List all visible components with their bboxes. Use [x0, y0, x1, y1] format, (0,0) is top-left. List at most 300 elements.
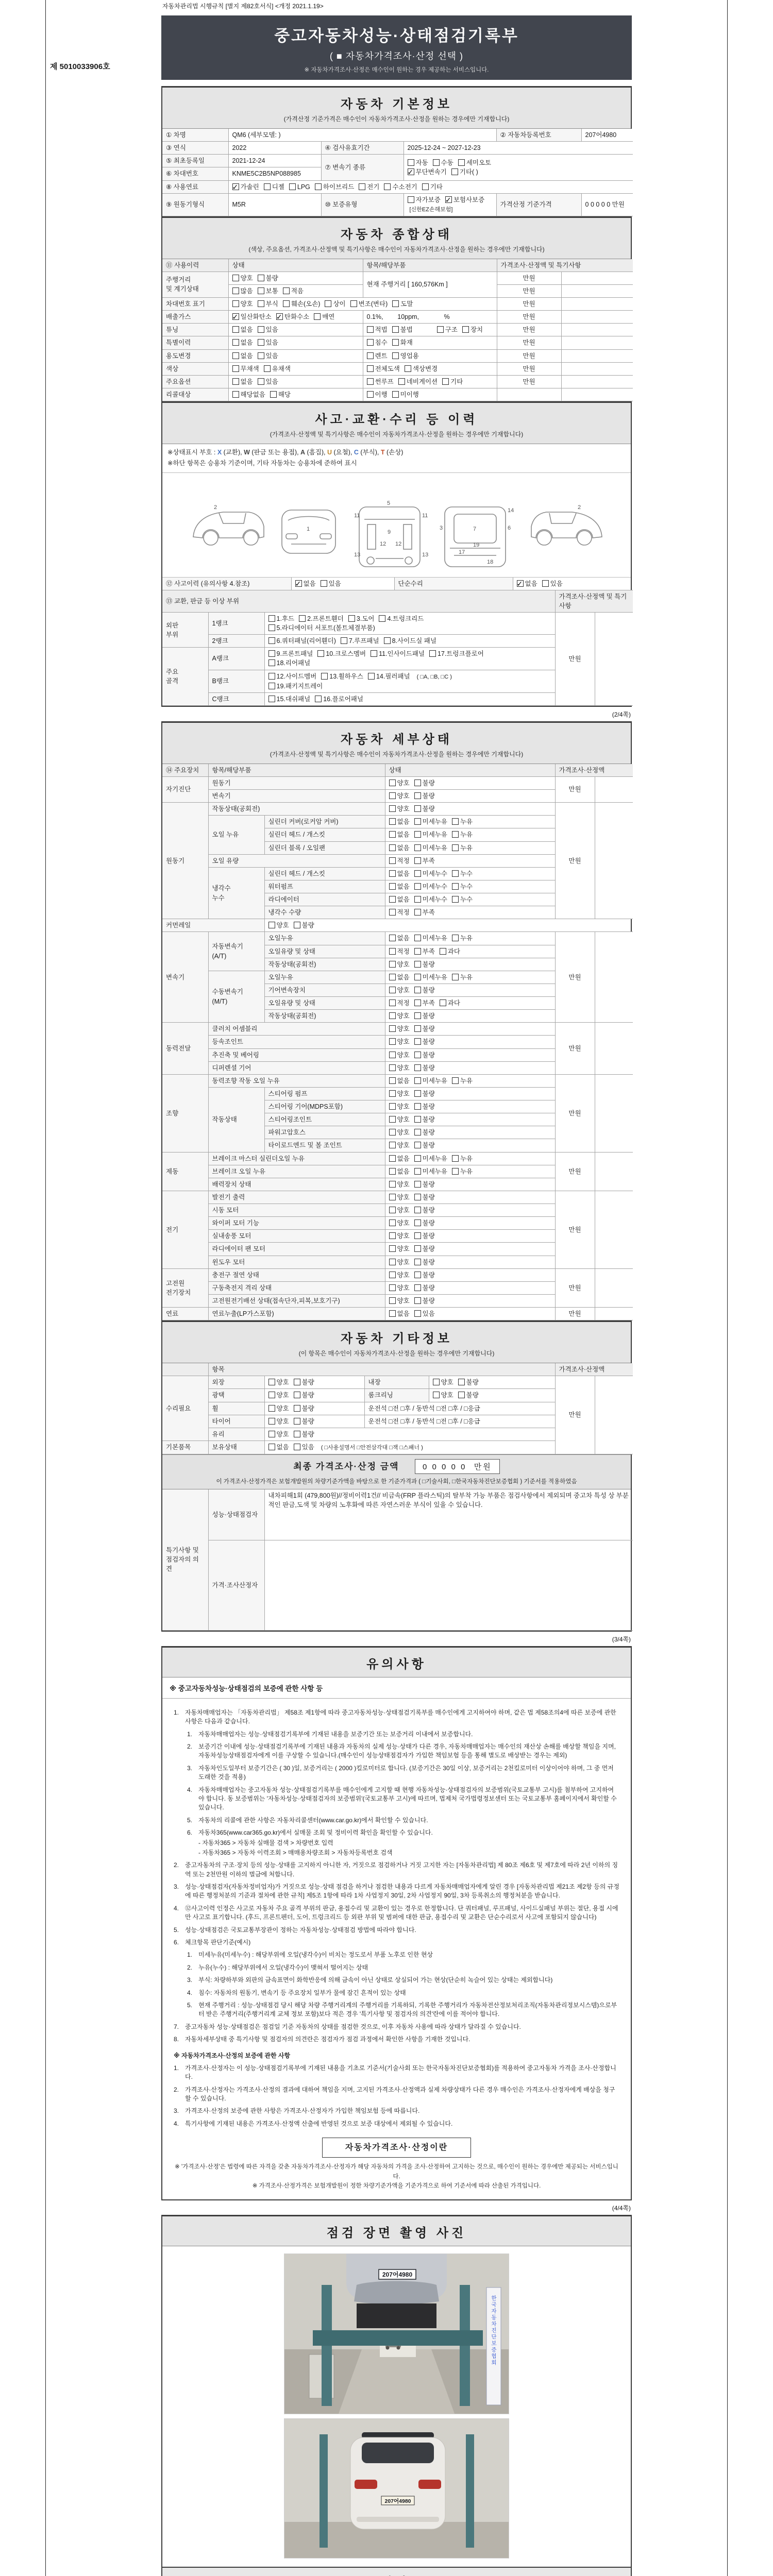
checkbox[interactable] [414, 999, 421, 1006]
checkbox-option[interactable] [295, 579, 316, 588]
checkbox-option[interactable] [268, 1417, 289, 1426]
checkbox[interactable] [405, 365, 411, 372]
checkbox[interactable] [232, 287, 239, 294]
checkbox-option[interactable] [452, 817, 473, 826]
checkbox[interactable] [268, 1431, 275, 1437]
checkbox[interactable] [270, 391, 277, 398]
checkbox-option[interactable] [452, 934, 473, 943]
checked-checkbox[interactable] [232, 313, 239, 320]
checkbox-option[interactable] [389, 1309, 410, 1318]
checkbox-option[interactable] [389, 804, 410, 814]
checkbox[interactable] [389, 1310, 396, 1317]
checkbox[interactable] [389, 1077, 396, 1084]
checkbox-option[interactable] [389, 856, 410, 866]
checkbox[interactable] [392, 300, 399, 307]
checkbox-option[interactable] [389, 973, 410, 982]
checkbox[interactable] [458, 1379, 465, 1385]
checkbox-option[interactable] [389, 1141, 410, 1150]
checkbox[interactable] [389, 987, 396, 993]
checkbox[interactable] [414, 1103, 421, 1110]
checkbox[interactable] [264, 183, 271, 190]
checkbox-option[interactable] [283, 299, 321, 309]
checkbox[interactable] [389, 1272, 396, 1278]
checkbox[interactable] [389, 1297, 396, 1304]
checkbox[interactable] [232, 378, 239, 385]
checkbox-option[interactable] [389, 1244, 410, 1253]
checkbox-option[interactable] [414, 1024, 435, 1033]
checkbox-option[interactable] [392, 338, 413, 347]
checkbox[interactable] [452, 974, 459, 980]
checkbox[interactable] [408, 196, 414, 203]
checked-checkbox[interactable] [445, 196, 452, 203]
checkbox[interactable] [367, 378, 374, 385]
checkbox[interactable] [392, 352, 399, 359]
checkbox[interactable] [258, 352, 264, 359]
checkbox[interactable] [268, 624, 275, 631]
checkbox[interactable] [268, 1379, 275, 1385]
checkbox-option[interactable] [367, 364, 400, 374]
checkbox[interactable] [452, 870, 459, 877]
checkbox[interactable] [359, 183, 365, 190]
checkbox[interactable] [232, 339, 239, 346]
checkbox-option[interactable] [294, 1430, 314, 1439]
checkbox-option[interactable] [414, 778, 435, 788]
checkbox[interactable] [414, 1284, 421, 1291]
checkbox[interactable] [264, 365, 271, 372]
checkbox[interactable] [268, 673, 275, 680]
checkbox[interactable] [283, 287, 290, 294]
checkbox-option[interactable] [405, 364, 438, 374]
checkbox[interactable] [452, 896, 459, 903]
checkbox-option[interactable] [414, 1218, 435, 1228]
checkbox-option[interactable] [232, 274, 253, 283]
checkbox-option[interactable] [258, 286, 278, 296]
checkbox-option[interactable] [294, 1378, 314, 1387]
checkbox-option[interactable] [389, 869, 410, 878]
checkbox[interactable] [414, 948, 421, 955]
checkbox-option[interactable] [258, 299, 278, 309]
checkbox-option[interactable] [414, 1167, 447, 1176]
checkbox[interactable] [389, 857, 396, 864]
checkbox-option[interactable] [367, 338, 388, 347]
checkbox-option[interactable] [294, 1443, 314, 1452]
checkbox-option[interactable] [268, 1378, 289, 1387]
checkbox-option[interactable] [321, 579, 341, 588]
checkbox[interactable] [299, 615, 306, 622]
checkbox-option[interactable] [268, 649, 313, 658]
checkbox[interactable] [452, 1155, 459, 1162]
checkbox[interactable] [341, 637, 347, 644]
checkbox-option[interactable] [264, 364, 291, 374]
checkbox[interactable] [389, 909, 396, 916]
checkbox-option[interactable] [452, 973, 473, 982]
checkbox[interactable] [268, 1418, 275, 1425]
checkbox[interactable] [294, 922, 300, 928]
checkbox-option[interactable] [268, 636, 336, 646]
checkbox-option[interactable] [414, 856, 435, 866]
checkbox-option[interactable] [389, 1258, 410, 1267]
checkbox[interactable] [315, 696, 322, 702]
checkbox[interactable] [414, 818, 421, 825]
checkbox[interactable] [232, 391, 239, 398]
checkbox[interactable] [414, 935, 421, 941]
checkbox[interactable] [389, 1025, 396, 1032]
checkbox-option[interactable] [389, 1102, 410, 1111]
checkbox-option[interactable] [294, 921, 314, 930]
checkbox-option[interactable] [414, 973, 447, 982]
checkbox-option[interactable] [392, 299, 413, 309]
checkbox[interactable] [414, 1064, 421, 1071]
checkbox-option[interactable] [389, 1076, 410, 1086]
checkbox[interactable] [371, 650, 377, 657]
checkbox-option[interactable] [294, 1391, 314, 1400]
checkbox-option[interactable] [389, 1167, 410, 1176]
checkbox-option[interactable] [408, 167, 447, 177]
checkbox[interactable] [389, 999, 396, 1006]
checkbox[interactable] [389, 844, 396, 851]
checkbox[interactable] [367, 339, 374, 346]
checkbox-option[interactable] [367, 351, 388, 361]
checkbox-option[interactable] [414, 830, 447, 839]
checkbox[interactable] [414, 857, 421, 864]
checkbox-option[interactable] [276, 312, 309, 321]
checkbox[interactable] [258, 378, 264, 385]
checkbox[interactable] [232, 275, 239, 281]
checkbox-option[interactable] [414, 804, 435, 814]
checkbox[interactable] [268, 615, 275, 622]
checkbox-option[interactable] [408, 158, 428, 167]
checkbox[interactable] [367, 391, 374, 398]
checkbox[interactable] [232, 352, 239, 359]
checkbox[interactable] [389, 818, 396, 825]
checkbox[interactable] [289, 183, 296, 190]
checkbox-option[interactable] [268, 1430, 289, 1439]
checkbox[interactable] [414, 883, 421, 890]
checkbox[interactable] [414, 1142, 421, 1148]
checkbox-option[interactable] [367, 377, 394, 386]
checkbox[interactable] [389, 1168, 396, 1175]
checkbox[interactable] [350, 300, 357, 307]
checkbox[interactable] [389, 1207, 396, 1213]
checkbox-option[interactable] [389, 817, 410, 826]
checkbox[interactable] [414, 1155, 421, 1162]
checkbox[interactable] [452, 818, 459, 825]
checkbox-option[interactable] [232, 390, 265, 399]
checkbox[interactable] [414, 896, 421, 903]
checkbox-option[interactable] [414, 1231, 435, 1241]
checkbox-option[interactable] [268, 614, 295, 623]
checkbox[interactable] [268, 1405, 275, 1412]
checkbox-option[interactable] [422, 182, 443, 192]
checkbox[interactable] [258, 275, 264, 281]
checkbox[interactable] [232, 326, 239, 333]
checkbox-option[interactable] [414, 986, 435, 995]
checkbox[interactable] [368, 673, 375, 680]
checkbox-option[interactable] [270, 390, 291, 399]
checkbox-option[interactable] [392, 325, 413, 334]
checkbox[interactable] [414, 1194, 421, 1200]
checkbox-option[interactable] [389, 934, 410, 943]
checkbox-option[interactable] [389, 1154, 410, 1163]
checkbox-option[interactable] [389, 947, 410, 956]
checkbox-option[interactable] [433, 1378, 453, 1387]
checkbox[interactable] [317, 650, 324, 657]
checkbox[interactable] [268, 650, 275, 657]
checkbox[interactable] [433, 1379, 440, 1385]
checkbox[interactable] [414, 805, 421, 812]
checkbox-option[interactable] [437, 325, 458, 334]
checkbox-option[interactable] [414, 960, 435, 969]
checkbox-option[interactable] [398, 377, 438, 386]
checkbox[interactable] [414, 1207, 421, 1213]
checkbox-option[interactable] [440, 947, 460, 956]
checkbox-option[interactable] [389, 1218, 410, 1228]
checkbox-option[interactable] [379, 614, 424, 623]
checkbox-option[interactable] [389, 778, 410, 788]
checkbox-option[interactable] [389, 791, 410, 801]
checkbox-option[interactable] [268, 921, 289, 930]
checkbox-option[interactable] [389, 1115, 410, 1124]
checked-checkbox[interactable] [232, 183, 239, 190]
checkbox[interactable] [414, 1232, 421, 1239]
checkbox[interactable] [268, 683, 275, 689]
checkbox-option[interactable] [389, 1024, 410, 1033]
checked-checkbox[interactable] [295, 580, 302, 587]
checkbox-option[interactable] [268, 1391, 289, 1400]
checkbox[interactable] [389, 1219, 396, 1226]
checkbox-option[interactable] [232, 286, 253, 296]
checkbox[interactable] [384, 637, 391, 644]
checkbox-option[interactable] [414, 869, 447, 878]
checkbox-option[interactable] [268, 672, 317, 681]
checkbox-option[interactable] [389, 882, 410, 891]
checkbox[interactable] [389, 1052, 396, 1058]
checkbox[interactable] [452, 1168, 459, 1175]
checkbox[interactable] [414, 1116, 421, 1123]
checkbox-option[interactable] [268, 682, 323, 691]
checkbox[interactable] [283, 300, 290, 307]
checkbox-option[interactable] [258, 377, 278, 386]
checkbox-option[interactable] [299, 614, 344, 623]
checkbox[interactable] [414, 987, 421, 993]
checkbox[interactable] [398, 378, 405, 385]
checkbox[interactable] [379, 615, 385, 622]
checkbox[interactable] [348, 615, 355, 622]
checkbox[interactable] [389, 1194, 396, 1200]
checkbox[interactable] [389, 870, 396, 877]
checkbox[interactable] [408, 159, 414, 166]
checkbox-option[interactable] [389, 1180, 410, 1189]
checkbox[interactable] [389, 1103, 396, 1110]
checkbox-option[interactable] [451, 167, 478, 177]
checkbox-option[interactable] [452, 869, 473, 878]
checkbox[interactable] [258, 339, 264, 346]
checkbox-option[interactable] [389, 1063, 410, 1073]
checkbox[interactable] [452, 935, 459, 941]
checkbox-option[interactable] [389, 830, 410, 839]
checkbox-option[interactable] [414, 1193, 435, 1202]
checkbox-option[interactable] [367, 325, 388, 334]
checkbox-option[interactable] [458, 1378, 479, 1387]
checkbox[interactable] [268, 696, 275, 702]
checkbox[interactable] [314, 313, 321, 320]
checkbox[interactable] [258, 326, 264, 333]
checkbox[interactable] [451, 168, 458, 175]
checkbox[interactable] [414, 1038, 421, 1045]
checkbox-option[interactable] [389, 960, 410, 969]
checkbox[interactable] [325, 300, 331, 307]
checkbox[interactable] [414, 1259, 421, 1265]
checkbox-option[interactable] [414, 1258, 435, 1267]
checkbox[interactable] [414, 870, 421, 877]
checkbox[interactable] [258, 300, 264, 307]
checkbox-option[interactable] [452, 1167, 473, 1176]
checkbox-option[interactable] [414, 1115, 435, 1124]
checkbox-option[interactable] [368, 672, 410, 681]
checkbox-option[interactable] [315, 694, 363, 704]
checkbox[interactable] [389, 1064, 396, 1071]
checkbox-option[interactable] [414, 1154, 447, 1163]
checkbox-option[interactable] [414, 1270, 435, 1280]
checkbox[interactable] [389, 883, 396, 890]
checkbox-option[interactable] [268, 658, 311, 668]
checkbox[interactable] [389, 1142, 396, 1148]
checkbox-option[interactable] [414, 1296, 435, 1306]
checkbox[interactable] [315, 183, 322, 190]
checkbox-option[interactable] [433, 1391, 453, 1400]
checkbox[interactable] [321, 580, 327, 587]
checkbox-option[interactable] [232, 312, 272, 321]
checkbox-option[interactable] [314, 312, 334, 321]
checkbox[interactable] [414, 1219, 421, 1226]
checkbox-option[interactable] [414, 1063, 435, 1073]
checkbox[interactable] [268, 922, 275, 928]
checkbox-option[interactable] [232, 325, 253, 334]
checkbox[interactable] [452, 883, 459, 890]
checkbox-option[interactable] [414, 817, 447, 826]
checkbox-option[interactable] [429, 649, 484, 658]
checkbox[interactable] [414, 1012, 421, 1019]
checkbox[interactable] [414, 1297, 421, 1304]
checkbox[interactable] [367, 352, 374, 359]
checkbox-option[interactable] [458, 1391, 479, 1400]
checkbox[interactable] [414, 1025, 421, 1032]
checkbox[interactable] [440, 999, 446, 1006]
checkbox[interactable] [440, 948, 446, 955]
checkbox-option[interactable] [389, 1283, 410, 1293]
checkbox-option[interactable] [414, 1076, 447, 1086]
checkbox[interactable] [458, 159, 465, 166]
checkbox[interactable] [422, 183, 429, 190]
checkbox-option[interactable] [389, 986, 410, 995]
checkbox[interactable] [294, 1392, 300, 1398]
checkbox[interactable] [414, 1181, 421, 1188]
checkbox-option[interactable] [414, 1244, 435, 1253]
checkbox-option[interactable] [315, 182, 354, 192]
checkbox[interactable] [367, 365, 374, 372]
checkbox-option[interactable] [414, 1283, 435, 1293]
checkbox[interactable] [389, 792, 396, 799]
checkbox-option[interactable] [389, 1206, 410, 1215]
checkbox-option[interactable] [389, 1011, 410, 1021]
checkbox[interactable] [389, 1245, 396, 1252]
checkbox-option[interactable] [433, 158, 453, 167]
checkbox-option[interactable] [445, 195, 484, 205]
checkbox[interactable] [414, 1129, 421, 1136]
checkbox-option[interactable] [268, 694, 311, 704]
checkbox[interactable] [414, 1272, 421, 1278]
checkbox-option[interactable] [414, 882, 447, 891]
checkbox[interactable] [389, 1232, 396, 1239]
checkbox[interactable] [389, 1259, 396, 1265]
checkbox[interactable] [414, 1090, 421, 1097]
checkbox-option[interactable] [268, 1443, 289, 1452]
checkbox-option[interactable] [440, 998, 460, 1008]
checkbox-option[interactable] [384, 182, 417, 192]
checkbox[interactable] [268, 659, 275, 666]
checkbox[interactable] [389, 805, 396, 812]
checkbox[interactable] [258, 287, 264, 294]
checkbox[interactable] [268, 1392, 275, 1398]
checkbox[interactable] [437, 326, 444, 333]
checkbox-option[interactable] [367, 390, 388, 399]
checkbox-option[interactable] [258, 325, 278, 334]
checkbox-option[interactable] [452, 1076, 473, 1086]
checkbox-option[interactable] [283, 286, 304, 296]
checkbox[interactable] [294, 1431, 300, 1437]
checkbox-option[interactable] [452, 895, 473, 904]
checkbox-option[interactable] [517, 579, 537, 588]
checkbox[interactable] [414, 779, 421, 786]
checkbox-option[interactable] [452, 830, 473, 839]
checkbox[interactable] [452, 1077, 459, 1084]
checkbox[interactable] [294, 1405, 300, 1412]
checkbox[interactable] [367, 326, 374, 333]
checkbox[interactable] [389, 831, 396, 838]
checkbox[interactable] [294, 1444, 300, 1450]
checkbox[interactable] [429, 650, 436, 657]
checkbox-option[interactable] [232, 338, 253, 347]
checkbox[interactable] [392, 339, 399, 346]
checkbox[interactable] [414, 961, 421, 968]
checkbox-option[interactable] [414, 791, 435, 801]
checkbox-option[interactable] [350, 299, 388, 309]
checkbox-option[interactable] [258, 338, 278, 347]
checkbox-option[interactable] [414, 947, 435, 956]
checkbox-option[interactable] [389, 1193, 410, 1202]
checkbox[interactable] [389, 1116, 396, 1123]
checkbox-option[interactable] [414, 1206, 435, 1215]
checkbox[interactable] [414, 1168, 421, 1175]
checkbox[interactable] [389, 1284, 396, 1291]
checkbox-option[interactable] [414, 1011, 435, 1021]
checkbox-option[interactable] [414, 934, 447, 943]
checkbox-option[interactable] [389, 895, 410, 904]
checkbox-option[interactable] [294, 1404, 314, 1413]
checkbox[interactable] [389, 896, 396, 903]
checkbox-option[interactable] [392, 351, 419, 361]
checkbox-option[interactable] [408, 195, 441, 205]
checkbox-option[interactable] [325, 299, 345, 309]
checkbox[interactable] [414, 974, 421, 980]
checkbox-option[interactable] [232, 364, 259, 374]
checkbox-option[interactable] [389, 843, 410, 853]
checkbox[interactable] [389, 1012, 396, 1019]
checkbox[interactable] [268, 637, 275, 644]
checkbox[interactable] [389, 961, 396, 968]
checkbox-option[interactable] [294, 1417, 314, 1426]
checkbox[interactable] [389, 974, 396, 980]
